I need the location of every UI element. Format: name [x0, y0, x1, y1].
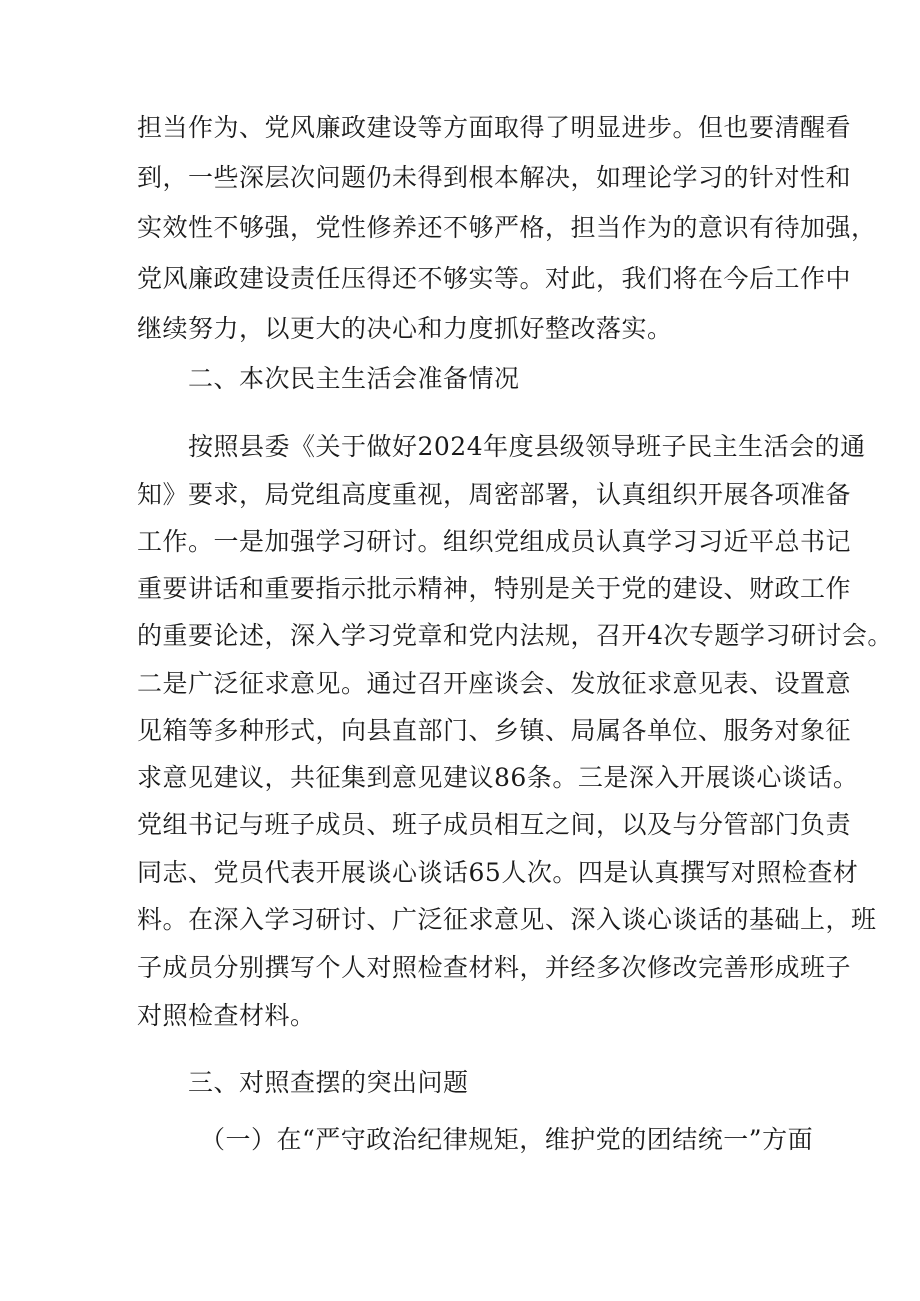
paragraph-line: 实效性不够强，党性修养还不够严格，担当作为的意识有待加强，	[137, 213, 877, 242]
subsection-heading: （一）在“严守政治纪律规矩，维护党的团结统一”方面	[200, 1125, 814, 1154]
paragraph-line: 对照检查材料。	[137, 1001, 316, 1030]
paragraph-line: 到，一些深层次问题仍未得到根本解决，如理论学习的针对性和	[137, 163, 852, 192]
paragraph-line: 担当作为、党风廉政建设等方面取得了明显进步。但也要清醒看	[137, 113, 852, 142]
paragraph-line: 二是广泛征求意见。通过召开座谈会、发放征求意见表、设置意	[137, 669, 852, 698]
paragraph-line: 同志、党员代表开展谈心谈话65人次。四是认真撰写对照检查材	[137, 858, 859, 887]
paragraph-line: 继续努力，以更大的决心和力度抓好整改落实。	[137, 314, 673, 343]
paragraph-line: 子成员分别撰写个人对照检查材料，并经多次修改完善形成班子	[137, 953, 852, 982]
paragraph-line: 党组书记与班子成员、班子成员相互之间，以及与分管部门负责	[137, 810, 852, 839]
section-heading: 二、本次民主生活会准备情况	[188, 364, 520, 393]
section-heading: 三、对照查摆的突出问题	[188, 1068, 469, 1097]
paragraph-line: 见箱等多种形式，向县直部门、乡镇、局属各单位、服务对象征	[137, 716, 852, 745]
paragraph-line: 知》要求，局党组高度重视，周密部署，认真组织开展各项准备	[137, 480, 852, 509]
paragraph-line: 的重要论述，深入学习党章和党内法规，召开4次专题学习研讨会。	[137, 621, 893, 650]
paragraph-line: 重要讲话和重要指示批示精神，特别是关于党的建设、财政工作	[137, 574, 852, 603]
paragraph-line: 按照县委《关于做好2024年度县级领导班子民主生活会的通	[188, 432, 866, 461]
paragraph-line: 工作。一是加强学习研讨。组织党组成员认真学习习近平总书记	[137, 527, 852, 556]
paragraph-line: 党风廉政建设责任压得还不够实等。对此，我们将在今后工作中	[137, 264, 852, 293]
paragraph-line: 求意见建议，共征集到意见建议86条。三是深入开展谈心谈话。	[137, 763, 859, 792]
paragraph-line: 料。在深入学习研讨、广泛征求意见、深入谈心谈话的基础上，班	[137, 905, 877, 934]
